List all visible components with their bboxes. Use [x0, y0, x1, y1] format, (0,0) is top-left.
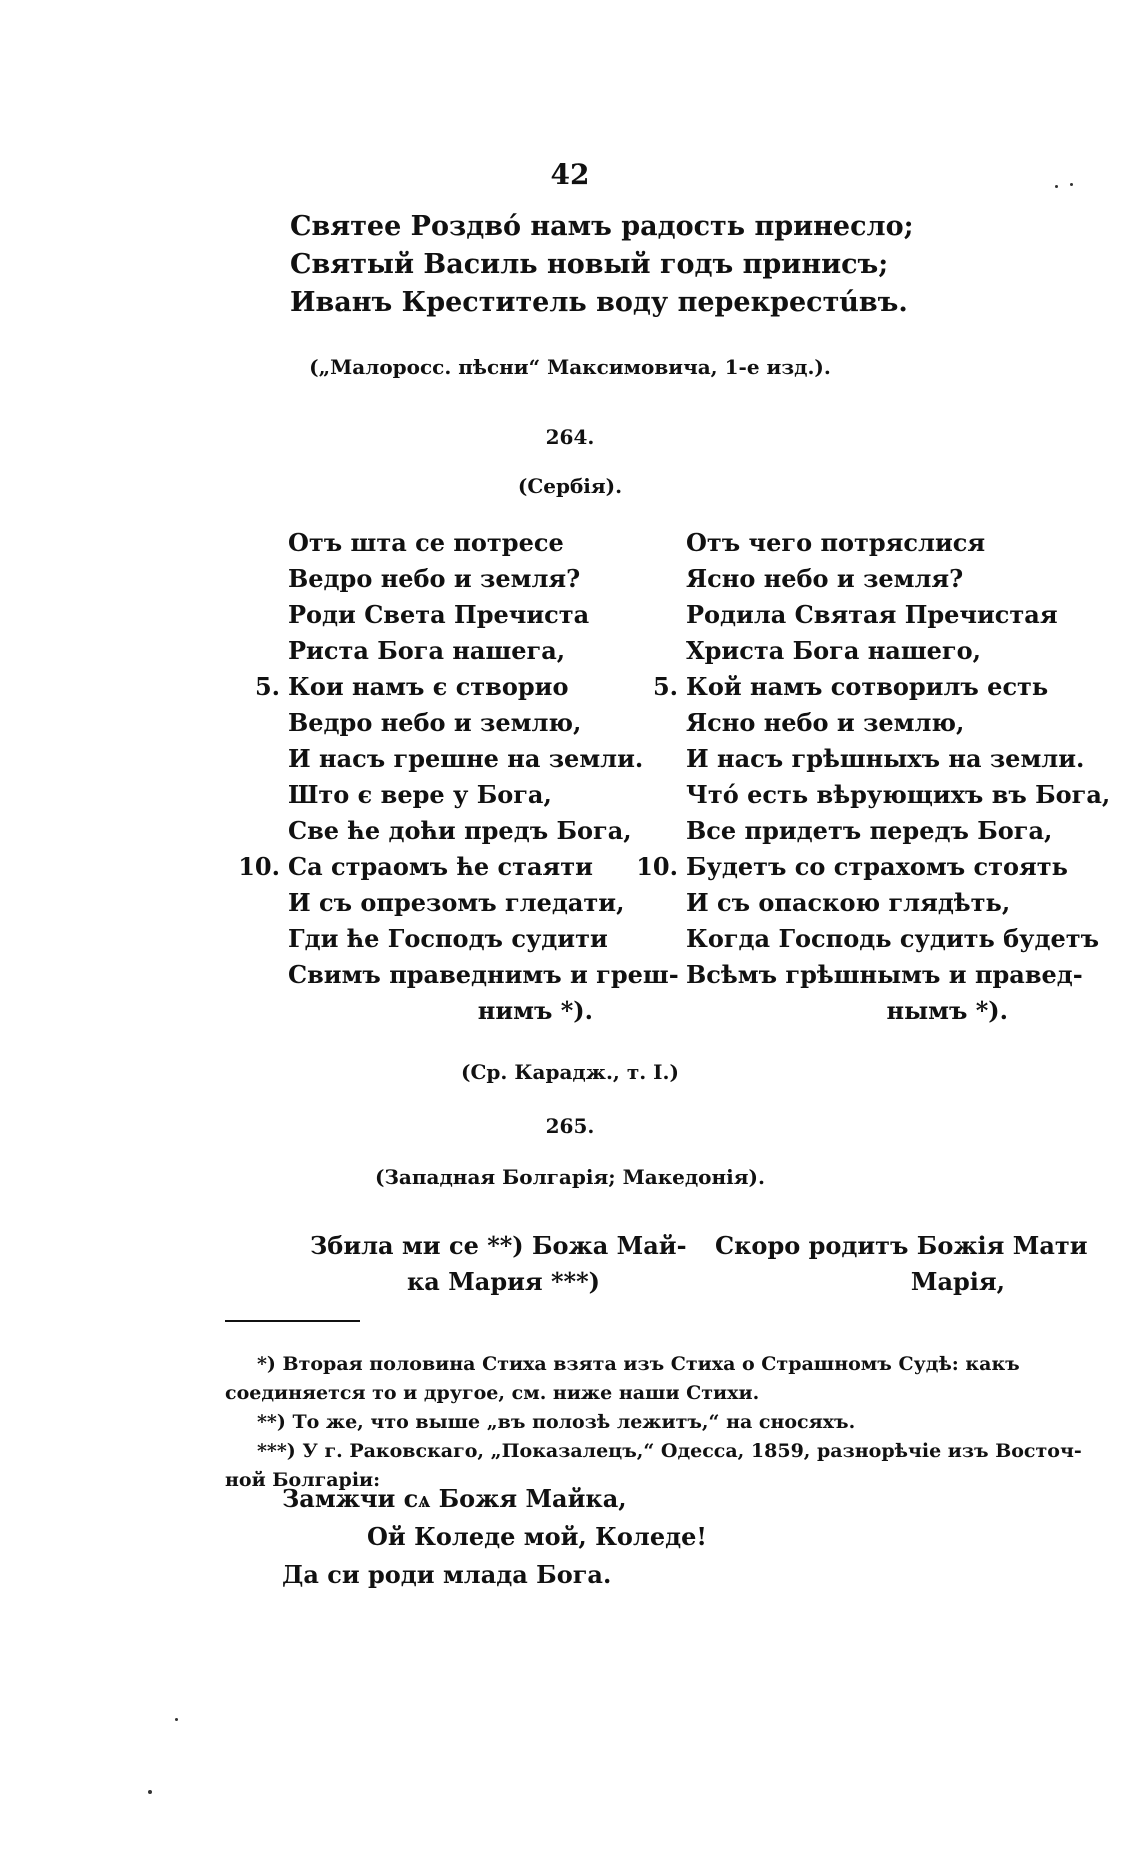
footnote-line: *) Вторая половина Стиха взята изъ Стиха о Страшномъ Судѣ: какъ	[257, 1353, 1020, 1375]
verse-text: Кои намъ є створио	[288, 672, 569, 701]
verse-line	[288, 525, 593, 561]
verse-text: Свимъ праведнимъ и греш-	[288, 960, 679, 989]
song-265-bulgarian-column	[310, 1228, 687, 1300]
verse-text: Са страомъ ће стаяти	[288, 852, 593, 881]
verse-text: Христа Бога нашего,	[686, 636, 981, 665]
verse-line	[686, 741, 1085, 777]
verse-line	[288, 633, 593, 669]
verse-text: Когда Господь судить будетъ	[686, 924, 1100, 953]
verse-line-continuation: нимъ *).	[477, 996, 593, 1025]
song-264-serbian-column	[238, 525, 679, 1029]
line-number: 5.	[652, 672, 678, 701]
song-264-source: (Ср. Карадж., т. I.)	[461, 1060, 679, 1084]
verse-text: Ведро небо и земля?	[288, 564, 581, 593]
footnote-line: **) То же, что выше „въ полозѣ лежитъ,“ на сносяхъ.	[257, 1411, 856, 1433]
verse-text: Ясно небо и землю,	[686, 708, 965, 737]
verse-text: Отъ чего потряслися	[686, 528, 986, 557]
verse-line: ка Мария ***)	[406, 1267, 600, 1296]
verse-line	[686, 885, 1011, 921]
verse-text: Отъ шта се потресе	[288, 528, 564, 557]
verse-line: Марія,	[910, 1267, 1005, 1296]
verse-text: И насъ грешне на земли.	[288, 744, 644, 773]
paper-speck	[1070, 183, 1073, 186]
verse-text: Роди Света Пречиста	[288, 600, 590, 629]
verse-line: Замжчи сѧ Божя Майка,	[282, 1484, 627, 1513]
footnote-divider	[225, 1320, 360, 1322]
verse-line	[288, 921, 608, 957]
line-number: 10.	[238, 852, 280, 881]
verse-line	[686, 633, 1008, 669]
verse-text: Чтó есть вѣрующихъ въ Бога,	[686, 780, 1111, 809]
verse-text: Гди ће Господъ судити	[288, 924, 608, 953]
song-265-russian-column	[715, 1228, 1088, 1300]
verse-line	[254, 669, 593, 705]
footnotes	[225, 1350, 1082, 1495]
verse-line	[288, 705, 593, 741]
verse-line	[288, 597, 593, 633]
verse-line: Ой Коледе мой, Коледе!	[367, 1522, 707, 1551]
paper-speck	[148, 1790, 152, 1794]
verse-line	[238, 849, 593, 885]
song-265-region: (Западная Болгарія; Македонія).	[375, 1165, 765, 1189]
verse-text: Ведро небо и землю,	[288, 708, 582, 737]
verse-line	[686, 957, 1083, 993]
verse-line	[288, 957, 679, 993]
verse-text: Будетъ со страхомъ стоять	[686, 852, 1068, 881]
intro-line: Святее Роздвó намъ радость принесло;	[290, 211, 914, 242]
song-264-number: 264.	[545, 425, 595, 449]
verse-text: Риста Бога нашега,	[288, 636, 566, 665]
song-264-russian-column	[636, 525, 1111, 1029]
paper-speck	[175, 1718, 178, 1721]
verse-text: Кой намъ сотворилъ есть	[686, 672, 1049, 701]
verse-text: Все придетъ передъ Бога,	[686, 816, 1053, 845]
footnote-line: соединяется то и другое, см. ниже наши Стихи.	[225, 1382, 760, 1404]
verse-text: И съ опрезомъ гледати,	[288, 888, 625, 917]
song-265-number: 265.	[545, 1114, 595, 1138]
footnote-line: ***) У г. Раковскаго, „Показалецъ,“ Одесса, 1859, разнорѣчіе изъ Восточ-	[257, 1440, 1082, 1462]
verse-line	[686, 813, 1053, 849]
verse-text: Све ће доћи предъ Бога,	[288, 816, 632, 845]
verse-line	[636, 849, 1068, 885]
verse-text: И насъ грѣшныхъ на земли.	[686, 744, 1085, 773]
verse-line	[652, 669, 1049, 705]
verse-line	[288, 885, 625, 921]
page-number: 42	[550, 158, 590, 191]
verse-line	[288, 741, 644, 777]
verse-line	[686, 525, 1008, 561]
verse-text: Родила Святая Пречистая	[686, 600, 1058, 629]
intro-line: Иванъ Креститель воду перекрестúвъ.	[290, 287, 908, 318]
footnote-line: ной Болгаріи:	[225, 1469, 381, 1491]
verse-line: Да си роди млада Бога.	[282, 1560, 612, 1589]
verse-text: И съ опаскою глядѣть,	[686, 888, 1011, 917]
verse-line	[686, 921, 1100, 957]
verse-line	[288, 813, 632, 849]
verse-line	[288, 561, 593, 597]
verse-text: Ясно небо и земля?	[686, 564, 964, 593]
footnote-verse	[282, 1480, 707, 1594]
verse-line	[686, 597, 1058, 633]
verse-text: Всѣмъ грѣшнымъ и правед-	[686, 960, 1083, 989]
verse-line	[288, 777, 593, 813]
intro-source: („Малоросс. пѣсни“ Максимовича, 1-е изд.).	[309, 355, 831, 379]
verse-line: Скоро родитъ Божія Мати	[715, 1231, 1088, 1260]
paper-speck	[1055, 185, 1058, 188]
line-number: 10.	[636, 852, 678, 881]
song-264-region: (Сербія).	[517, 474, 623, 498]
intro-verse	[290, 208, 914, 322]
line-number: 5.	[254, 672, 280, 701]
verse-line: Збила ми се **) Божа Май-	[310, 1231, 687, 1260]
intro-line: Святый Василь новый годъ принисъ;	[290, 249, 889, 280]
verse-line	[686, 705, 1008, 741]
verse-line-continuation: нымъ *).	[886, 996, 1008, 1025]
verse-line	[686, 561, 1008, 597]
verse-line	[686, 777, 1111, 813]
verse-text: Што є вере у Бога,	[288, 780, 552, 809]
